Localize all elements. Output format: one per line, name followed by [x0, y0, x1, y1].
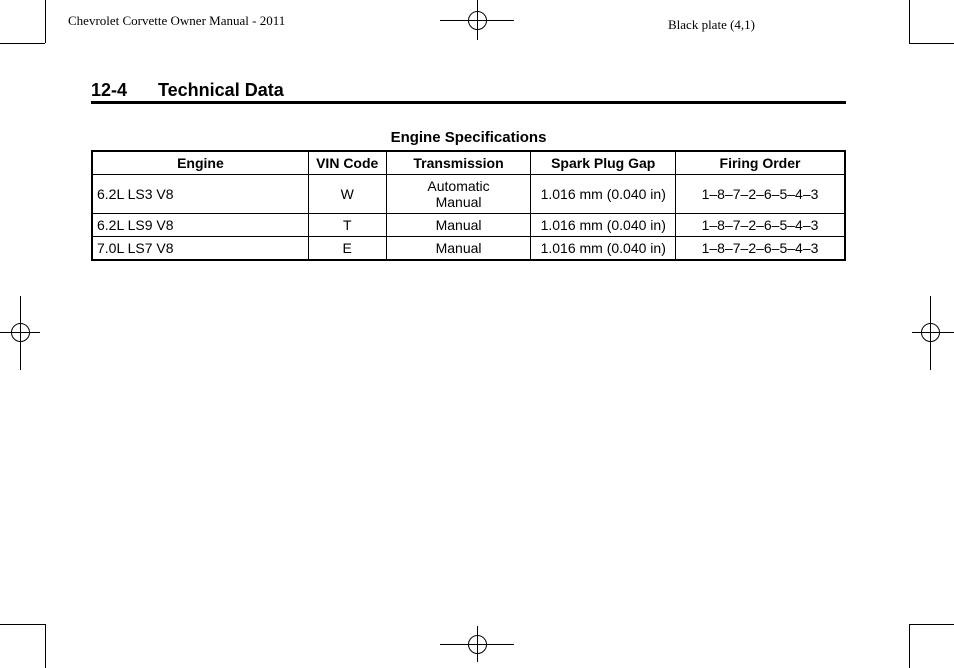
table-row: [92, 175, 845, 214]
table-caption: Engine Specifications: [390, 129, 547, 146]
transmission-line: Manual: [435, 194, 482, 210]
section-heading: [91, 80, 284, 101]
section-title: Technical Data: [158, 80, 284, 100]
transmission-cell: Manual: [386, 214, 531, 237]
manual-title: Chevrolet Corvette Owner Manual - 2011: [68, 13, 286, 28]
spark-plug-gap-cell: 1.016 mm (0.040 in): [531, 214, 676, 237]
column-header: VIN Code: [308, 151, 386, 175]
table-row: [92, 214, 845, 237]
firing-order-cell: 1–8–7–2–6–5–4–3: [676, 214, 845, 237]
transmission-cell: Manual: [386, 237, 531, 261]
crop-mark: [45, 0, 46, 43]
section-rule: [91, 101, 846, 104]
registration-mark-left: [0, 296, 42, 370]
engine-cell: 7.0L LS7 V8: [92, 237, 308, 261]
registration-mark-bottom: [440, 626, 514, 668]
crop-mark: [909, 0, 910, 43]
firing-order-cell: 1–8–7–2–6–5–4–3: [676, 237, 845, 261]
engine-cell: 6.2L LS9 V8: [92, 214, 308, 237]
plate-label: Black plate (4,1): [668, 17, 755, 32]
crop-mark: [0, 624, 45, 625]
crop-mark: [45, 624, 46, 668]
crop-mark: [909, 624, 954, 625]
spark-plug-gap-cell: 1.016 mm (0.040 in): [531, 237, 676, 261]
table-header-row: [92, 151, 845, 175]
column-header: Engine: [92, 151, 308, 175]
section-number: 12-4: [91, 80, 128, 100]
transmission-cell: [386, 175, 531, 214]
firing-order-cell: 1–8–7–2–6–5–4–3: [676, 175, 845, 214]
transmission-line: Automatic: [427, 178, 490, 194]
crop-mark: [909, 624, 910, 668]
crop-mark: [0, 43, 45, 44]
vin-cell: T: [308, 214, 386, 237]
column-header: Transmission: [386, 151, 531, 175]
vin-cell: W: [308, 175, 386, 214]
engine-specifications-table: [91, 150, 846, 261]
crop-mark: [909, 43, 954, 44]
column-header: Firing Order: [676, 151, 845, 175]
spark-plug-gap-cell: 1.016 mm (0.040 in): [531, 175, 676, 214]
vin-cell: E: [308, 237, 386, 261]
registration-mark-right: [912, 296, 954, 370]
engine-cell: 6.2L LS3 V8: [92, 175, 308, 214]
column-header: Spark Plug Gap: [531, 151, 676, 175]
table-row: [92, 237, 845, 261]
registration-mark-top: [440, 0, 514, 45]
